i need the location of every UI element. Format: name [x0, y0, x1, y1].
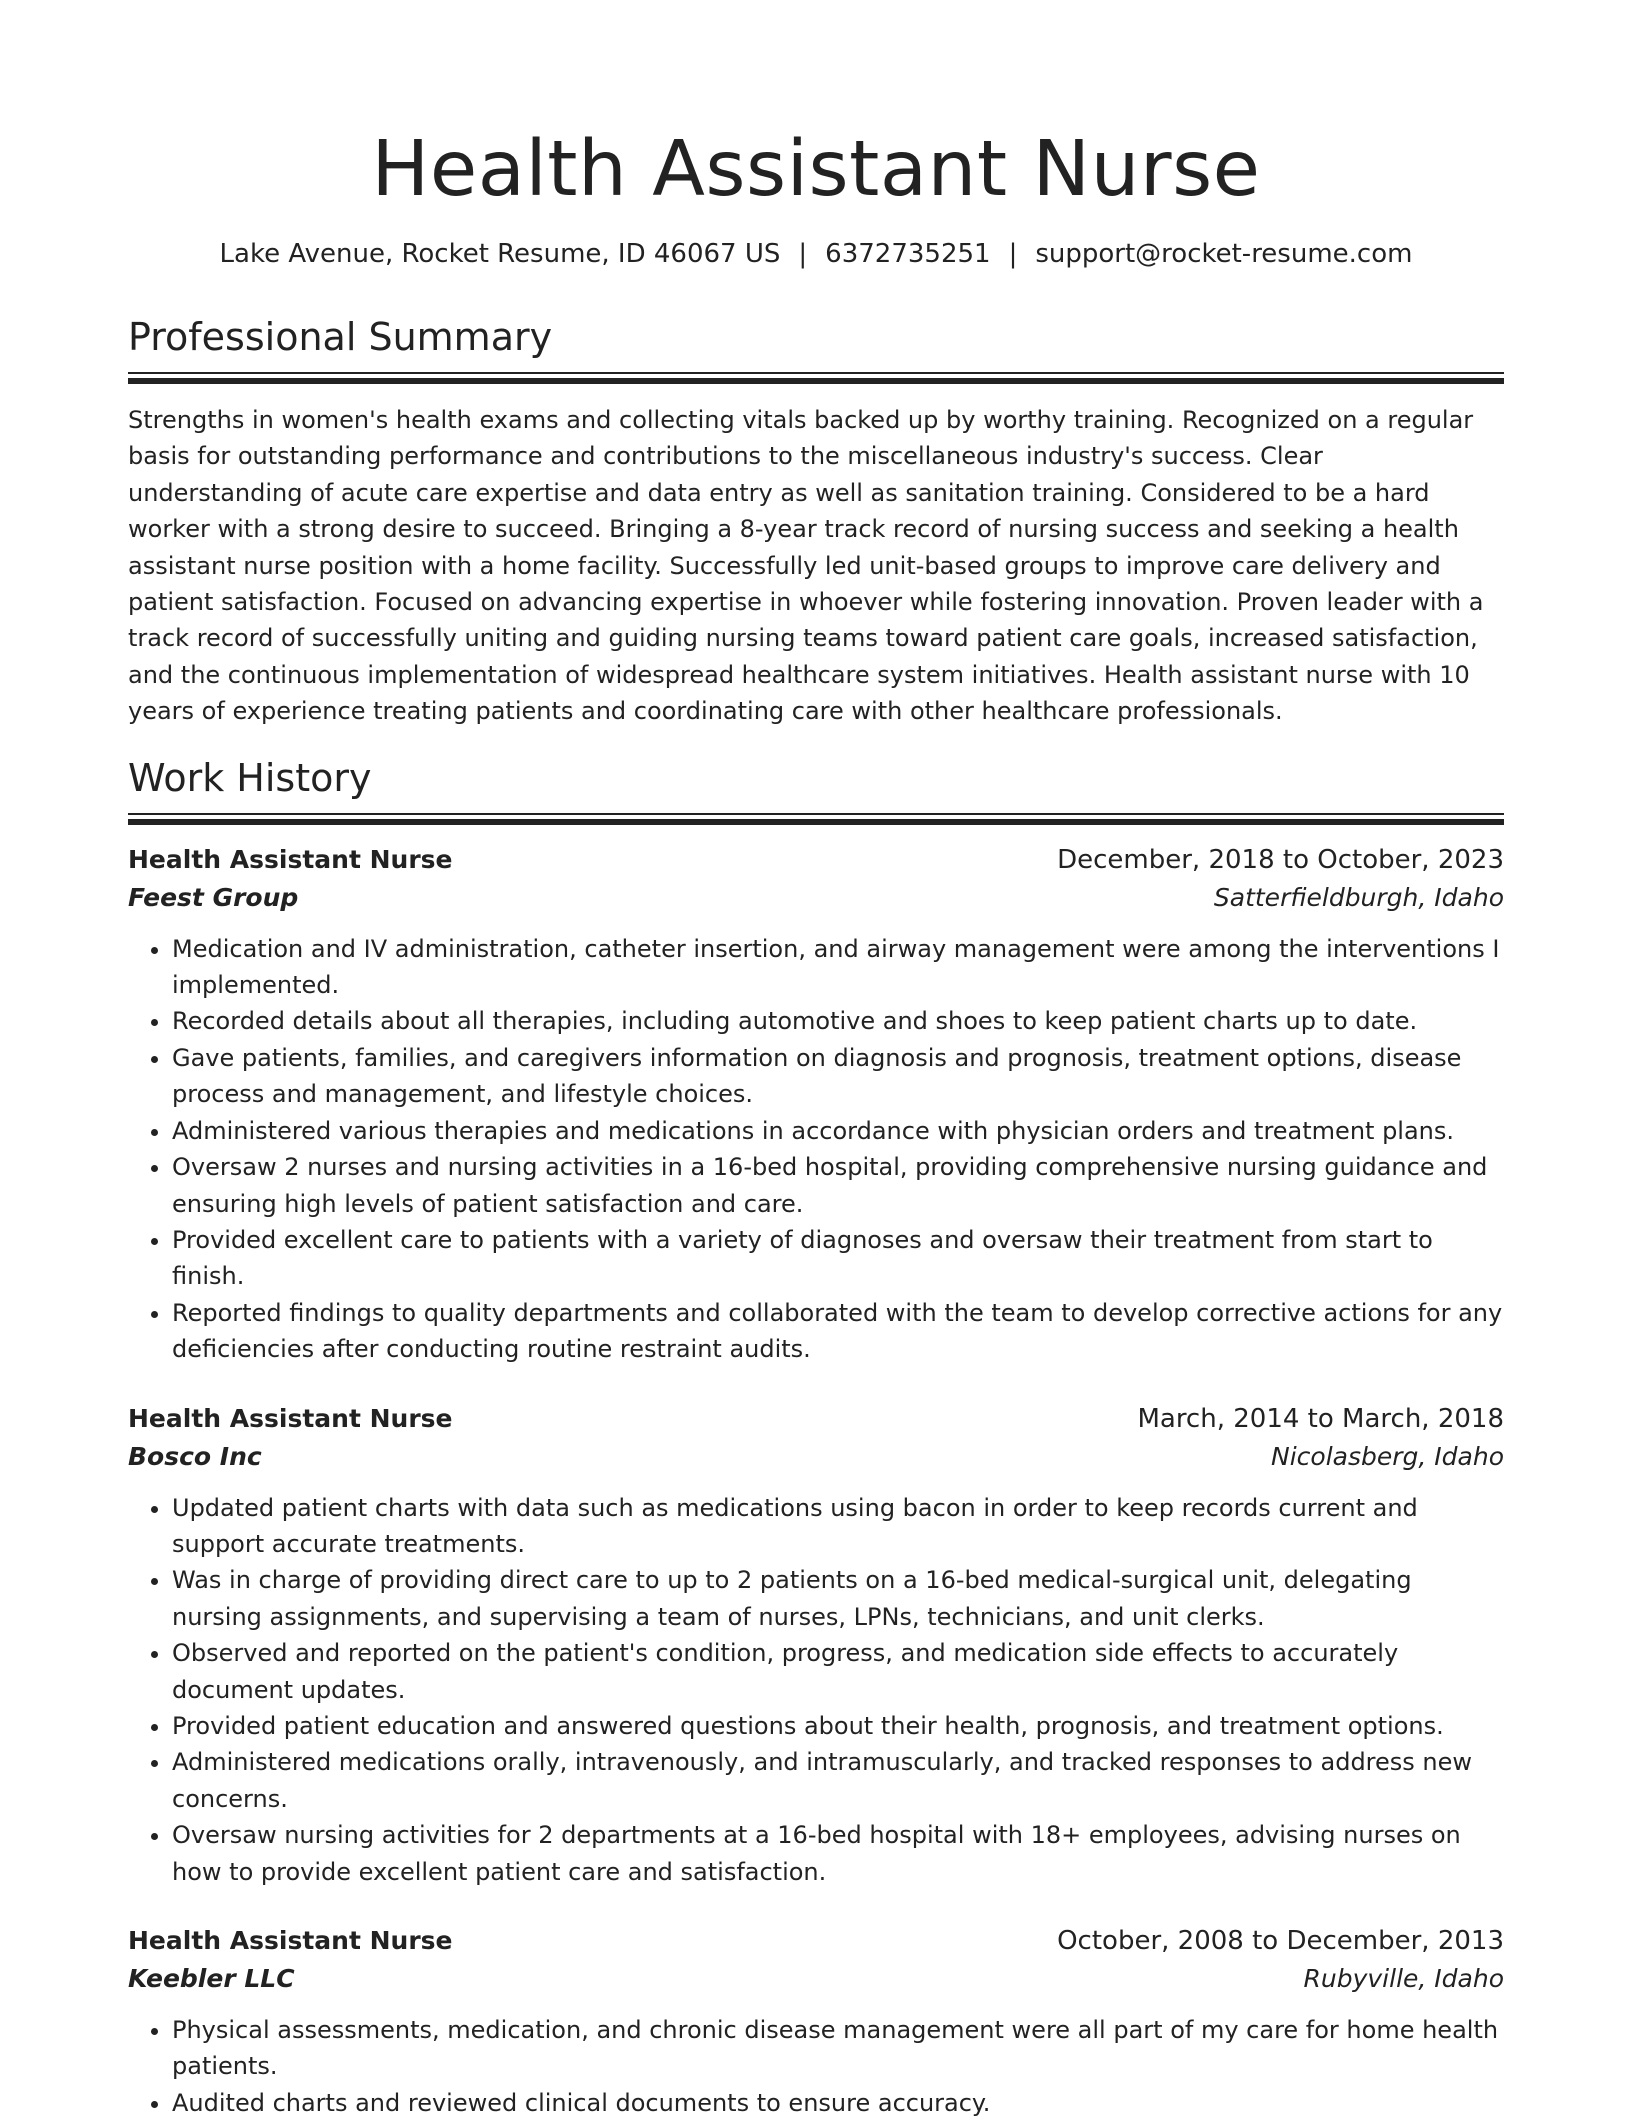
job-title: Health Assistant Nurse — [128, 1926, 453, 1955]
job-title: Health Assistant Nurse — [128, 844, 453, 874]
job-subheader — [128, 1438, 1504, 1476]
job-entry — [128, 1922, 1504, 2121]
company-name: Keebler LLC — [128, 1964, 295, 1993]
job-dates: December, 2018 to October, 2023 — [1057, 844, 1504, 875]
list-item: • Administered various therapies and medications in accordance with physician orders and treatment plans. — [172, 1113, 1504, 1149]
job-entry — [128, 841, 1504, 1368]
job-location: Satterfieldburgh, Idaho — [1213, 882, 1504, 912]
job-bullets — [128, 931, 1504, 1368]
email: support@rocket-resume.com — [1035, 239, 1413, 269]
list-item: • Oversaw nursing activities for 2 departments at a 16-bed hospital with 18+ employees, advising nurses on how to provide excellent patient care and satisfaction. — [172, 1817, 1504, 1890]
professional-summary-section — [128, 312, 1504, 730]
job-subheader — [128, 1960, 1504, 1998]
job-entry — [128, 1400, 1504, 1890]
resume-name: Health Assistant Nurse — [371, 125, 1261, 214]
list-item: • Administered medications orally, intravenously, and intramuscularly, and tracked responses to address new concerns. — [172, 1744, 1504, 1817]
contact-line — [128, 236, 1504, 272]
list-item: • Medication and IV administration, catheter insertion, and airway management were among the interventions I implemented. — [172, 931, 1504, 1004]
section-divider — [128, 372, 1504, 384]
job-dates: March, 2014 to March, 2018 — [1137, 1403, 1504, 1434]
work-history-section — [128, 753, 1504, 2121]
section-title: Professional Summary — [128, 315, 553, 359]
list-item: • Audited charts and reviewed clinical documents to ensure accuracy. — [172, 2085, 1504, 2121]
job-dates: October, 2008 to December, 2013 — [1057, 1926, 1504, 1956]
list-item: • Reported findings to quality departments and collaborated with the team to develop corrective actions for any deficiencies after conducting routine restraint audits. — [172, 1295, 1504, 1368]
company-name: Feest Group — [128, 882, 299, 912]
phone: 6372735251 — [825, 239, 991, 269]
list-item: • Recorded details about all therapies, including automotive and shoes to keep patient charts up to date. — [172, 1003, 1504, 1039]
list-item: • Gave patients, families, and caregivers information on diagnosis and prognosis, treatment options, disease process and management, and lifestyle choices. — [172, 1040, 1504, 1113]
list-item: • Oversaw 2 nurses and nursing activities in a 16-bed hospital, providing comprehensive nursing guidance and ensuring high levels of patient satisfaction and care. — [172, 1149, 1504, 1222]
contact-separator: | — [1008, 239, 1018, 269]
job-subheader — [128, 879, 1504, 917]
contact-separator: | — [798, 239, 808, 269]
job-location: Nicolasberg, Idaho — [1271, 1441, 1504, 1471]
job-header — [128, 1922, 1504, 1960]
list-item: • Provided excellent care to patients with a variety of diagnoses and oversaw their treatment from start to finish. — [172, 1222, 1504, 1295]
job-header — [128, 841, 1504, 879]
job-bullets — [128, 2012, 1504, 2121]
resume-page — [128, 0, 1504, 2121]
job-bullets — [128, 1490, 1504, 1890]
list-item: • Observed and reported on the patient's condition, progress, and medication side effects to accurately document updates. — [172, 1635, 1504, 1708]
summary-text: Strengths in women's health exams and collecting vitals backed up by worthy training. Recognized on a regular basis for outstanding performance and contributions to the miscellaneous industry's success. Clear understanding of acute care expertise and data entry as well as sanitation training. Considered to be a hard worker with a strong desire to succeed. Bringing a 8-year track record of nursing success and seeking a health assistant nurse position with a home facility. Successfully led unit-based groups to improve care delivery and patient satisfaction. Focused on advancing expertise in whoever while fostering innovation. Proven leader with a track record of successfully uniting and guiding nursing teams toward patient care goals, increased satisfaction, and the continuous implementation of widespread healthcare system initiatives. Health assistant nurse with 10 years of experience treating patients and coordinating care with other healthcare professionals. — [128, 406, 1484, 726]
list-item: • Was in charge of providing direct care to up to 2 patients on a 16-bed medical-surgical unit, delegating nursing assignments, and supervising a team of nurses, LPNs, technicians, and unit clerks. — [172, 1562, 1504, 1635]
list-item: • Physical assessments, medication, and chronic disease management were all part of my care for home health patients. — [172, 2012, 1504, 2085]
company-name: Bosco Inc — [128, 1441, 262, 1471]
section-divider — [128, 813, 1504, 825]
job-title: Health Assistant Nurse — [128, 1403, 453, 1433]
section-title: Work History — [128, 755, 372, 800]
job-header — [128, 1400, 1504, 1438]
list-item: • Provided patient education and answered questions about their health, prognosis, and treatment options. — [172, 1708, 1504, 1744]
address: Lake Avenue, Rocket Resume, ID 46067 US — [219, 239, 781, 269]
list-item: • Updated patient charts with data such as medications using bacon in order to keep records current and support accurate treatments. — [172, 1490, 1504, 1563]
job-location: Rubyville, Idaho — [1303, 1964, 1504, 1993]
